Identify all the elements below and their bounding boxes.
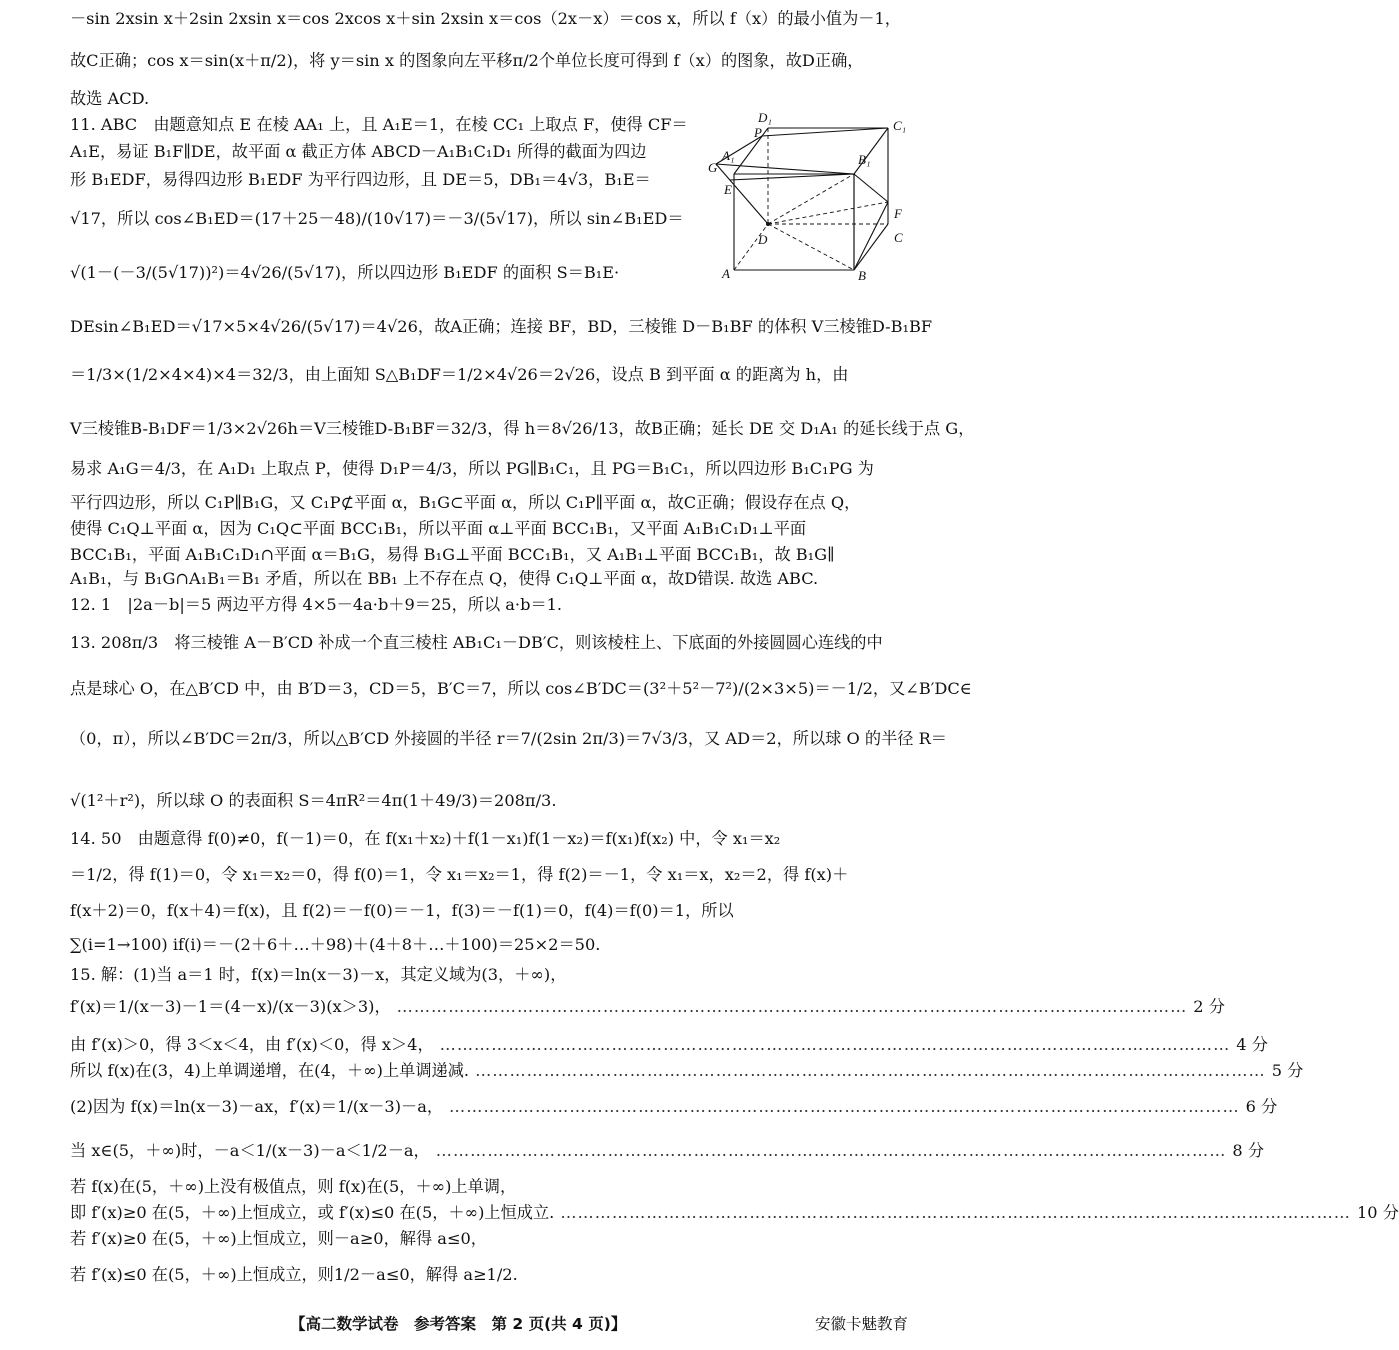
step-points: 2 分: [1193, 997, 1225, 1016]
seg-EB1: [730, 174, 854, 180]
q11-answer: 11. ABC 由题意知点 E 在棱 AA₁ 上，且 A₁E＝1，在棱 CC₁ 上取点 F，使得 CF＝: [70, 115, 688, 134]
seg-BF: [854, 202, 888, 270]
diag-DB: [768, 224, 854, 270]
point-D: [766, 222, 770, 226]
label-P: P: [754, 125, 762, 140]
text-line: BCC₁B₁，平面 A₁B₁C₁D₁∩平面 α＝B₁G，易得 B₁G⊥平面 BCC₁B₁，又 A₁B₁⊥平面 BCC₁B₁，故 B₁G∥: [70, 545, 835, 564]
text-line: 故选 ACD.: [70, 89, 150, 108]
leader-dots: …………………………………………………………………………………………………………………………: [475, 1061, 1266, 1080]
step-text: 由 f′(x)＞0，得 3＜x＜4，由 f′(x)＜0，得 x＞4，: [70, 1035, 434, 1054]
text-line: 平行四边形，所以 C₁P∥B₁G，又 C₁P⊄平面 α，B₁G⊂平面 α，所以 C₁P∥平面 α，故C正确；假设存在点 Q，: [70, 493, 861, 512]
text-line: √(1－(－3/(5√17))²)＝4√26/(5√17)，所以四边形 B₁EDF 的面积 S＝B₁E·: [70, 263, 620, 282]
leader-dots: …………………………………………………………………………………………………………………………: [560, 1203, 1351, 1222]
label-F: F: [894, 206, 902, 221]
seg-PC1: [762, 128, 888, 136]
label-E: E: [724, 182, 732, 197]
seg-B1F: [854, 174, 888, 202]
scored-step: [70, 1140, 1265, 1162]
step-points: 10 分: [1356, 1203, 1399, 1222]
text-line: 若 f′(x)≥0 在(5，＋∞)上恒成立，则－a≥0，解得 a≤0，: [70, 1229, 487, 1248]
q14-answer: 14. 50 由题意得 f(0)≠0，f(－1)＝0，在 f(x₁＋x₂)＋f(1－x₁)f(1－x₂)＝f(x₁)f(x₂) 中，令 x₁＝x₂: [70, 829, 781, 848]
label-C: C: [894, 230, 903, 245]
footer-title: 【高二数学试卷 参考答案 第 2 页(共 4 页)】: [290, 1315, 627, 1333]
text-line: ＝1/2，得 f(1)＝0，令 x₁＝x₂＝0，得 f(0)＝1，令 x₁＝x₂＝1，得 f(2)＝－1，令 x₁＝x，x₂＝2，得 f(x)＋: [70, 865, 849, 884]
q12-answer: 12. 1 |2a－b|＝5 两边平方得 4×5－4a·b＋9＝25，所以 a·b＝1.: [70, 595, 563, 614]
edge-BC: [854, 224, 888, 270]
label-B1: B₁: [858, 152, 871, 167]
seg-GB1: [716, 164, 854, 174]
label-B: B: [858, 268, 866, 283]
edge-B1C1: [854, 128, 888, 174]
text-line: 若 f′(x)≤0 在(5，＋∞)上恒成立，则1/2－a≤0，解得 a≥1/2.: [70, 1265, 518, 1284]
text-line: 形 B₁EDF，易得四边形 B₁EDF 为平行四边形，且 DE＝5，DB₁＝4√3，B₁E＝: [70, 170, 651, 189]
step-points: 8 分: [1232, 1141, 1265, 1160]
cube-figure: [708, 108, 910, 284]
leader-dots: …………………………………………………………………………………………………………………………: [449, 1097, 1240, 1116]
step-points: 6 分: [1245, 1097, 1278, 1116]
text-line: 易求 A₁G＝4/3，在 A₁D₁ 上取点 P，使得 D₁P＝4/3，所以 PG∥B₁C₁，且 PG＝B₁C₁，所以四边形 B₁C₁PG 为: [70, 459, 874, 478]
scored-step: [70, 1060, 1304, 1082]
label-D1: D₁: [758, 110, 772, 125]
scored-step: [70, 1034, 1268, 1056]
text-line: V三棱锥B-B₁DF＝1/3×2√26h＝V三棱锥D-B₁BF＝32/3，得 h＝8√26/13，故B正确；延长 DE 交 D₁A₁ 的延长线于点 G，: [70, 419, 975, 438]
step-points: 5 分: [1271, 1061, 1304, 1080]
text-line: （0，π），所以∠B′DC＝2π/3，所以△B′CD 外接圆的半径 r＝7/(2sin 2π/3)＝7√3/3，又 AD＝2，所以球 O 的半径 R＝: [70, 729, 947, 748]
page-footer: [0, 1312, 950, 1336]
text-line: DEsin∠B₁ED＝√17×5×4√26/(5√17)＝4√26，故A正确；连接 BF，BD，三棱锥 D－B₁BF 的体积 V三棱锥D-B₁BF: [70, 317, 933, 336]
scored-step: [70, 996, 1225, 1018]
seg-DF: [768, 202, 888, 224]
label-A1: A₁: [722, 148, 735, 163]
label-C1: C₁: [893, 118, 907, 133]
step-text: 所以 f(x)在(3，4)上单调递增，在(4，＋∞)上单调递减.: [70, 1061, 470, 1080]
q15-answer: 15. 解：(1)当 a＝1 时，f(x)＝ln(x－3)－x，其定义域为(3，＋∞)，: [70, 965, 567, 984]
step-text: 当 x∈(5，＋∞)时，－a＜1/(x－3)－a＜1/2－a，: [70, 1141, 430, 1160]
text-line: f(x＋2)＝0，f(x＋4)＝f(x)，且 f(2)＝－f(0)＝－1，f(3)＝－f(1)＝0，f(4)＝f(0)＝1，所以: [70, 901, 734, 920]
footer-publisher: 安徽卡魅教育: [814, 1315, 908, 1333]
leader-dots: …………………………………………………………………………………………………………………………: [396, 997, 1188, 1016]
text-line: 使得 C₁Q⊥平面 α，因为 C₁Q⊂平面 BCC₁B₁，所以平面 α⊥平面 BCC₁B₁，又平面 A₁B₁C₁D₁⊥平面: [70, 519, 807, 538]
text-line: 故C正确；cos x＝sin(x＋π/2)，将 y＝sin x 的图象向左平移π/2个单位长度可得到 f（x）的图象，故D正确，: [70, 51, 864, 70]
text-line: 点是球心 O，在△B′CD 中，由 B′D＝3，CD＝5，B′C＝7，所以 cos∠B′DC＝(3²＋5²－7²)/(2×3×5)＝－1/2，又∠B′DC∈: [70, 679, 972, 698]
edge-AD: [734, 224, 768, 270]
text-line: A₁E，易证 B₁F∥DE，故平面 α 截正方体 ABCD－A₁B₁C₁D₁ 所得的截面为四边: [70, 142, 647, 161]
text-line: 若 f(x)在(5，＋∞)上没有极值点，则 f(x)在(5，＋∞)上单调，: [70, 1177, 517, 1196]
text-line: √17，所以 cos∠B₁ED＝(17＋25－48)/(10√17)＝－3/(5√17)，所以 sin∠B₁ED＝: [70, 209, 684, 228]
scored-step: [70, 1202, 1399, 1224]
q13-answer: 13. 208π/3 将三棱锥 A－B′CD 补成一个直三棱柱 AB₁C₁－DB′C，则该棱柱上、下底面的外接圆圆心连线的中: [70, 633, 883, 652]
step-text: 即 f′(x)≥0 在(5，＋∞)上恒成立，或 f′(x)≤0 在(5，＋∞)上恒成立.: [70, 1203, 555, 1222]
label-A: A: [722, 266, 730, 281]
label-D: D: [758, 232, 768, 247]
text-line: －sin 2xsin x＋2sin 2xsin x＝cos 2xcos x＋sin 2xsin x＝cos（2x－x）＝cos x，所以 f（x）的最小值为－1，: [70, 9, 901, 28]
text-line: ∑(i=1→100) if(i)＝－(2＋6＋…＋98)＋(4＋8＋…＋100)＝25×2＝50.: [70, 935, 601, 954]
text-line: ＝1/3×(1/2×4×4)×4＝32/3，由上面知 S△B₁DF＝1/2×4√26＝2√26，设点 B 到平面 α 的距离为 h，由: [70, 365, 849, 384]
label-G: G: [708, 160, 718, 175]
scored-step: [70, 1096, 1278, 1118]
step-text: f′(x)＝1/(x－3)－1＝(4－x)/(x－3)(x＞3)，: [70, 997, 391, 1016]
step-text: (2)因为 f(x)＝ln(x－3)－ax，f′(x)＝1/(x－3)－a，: [70, 1097, 444, 1116]
text-line: √(1²＋r²)，所以球 O 的表面积 S＝4πR²＝4π(1＋49/3)＝208π/3.: [70, 791, 557, 810]
leader-dots: …………………………………………………………………………………………………………………………: [439, 1035, 1231, 1054]
leader-dots: …………………………………………………………………………………………………………………………: [435, 1141, 1227, 1160]
step-points: 4 分: [1236, 1035, 1268, 1054]
text-line: A₁B₁，与 B₁G∩A₁B₁＝B₁ 矛盾，所以在 BB₁ 上不存在点 Q，使得 C₁Q⊥平面 α，故D错误. 故选 ABC.: [70, 569, 819, 588]
